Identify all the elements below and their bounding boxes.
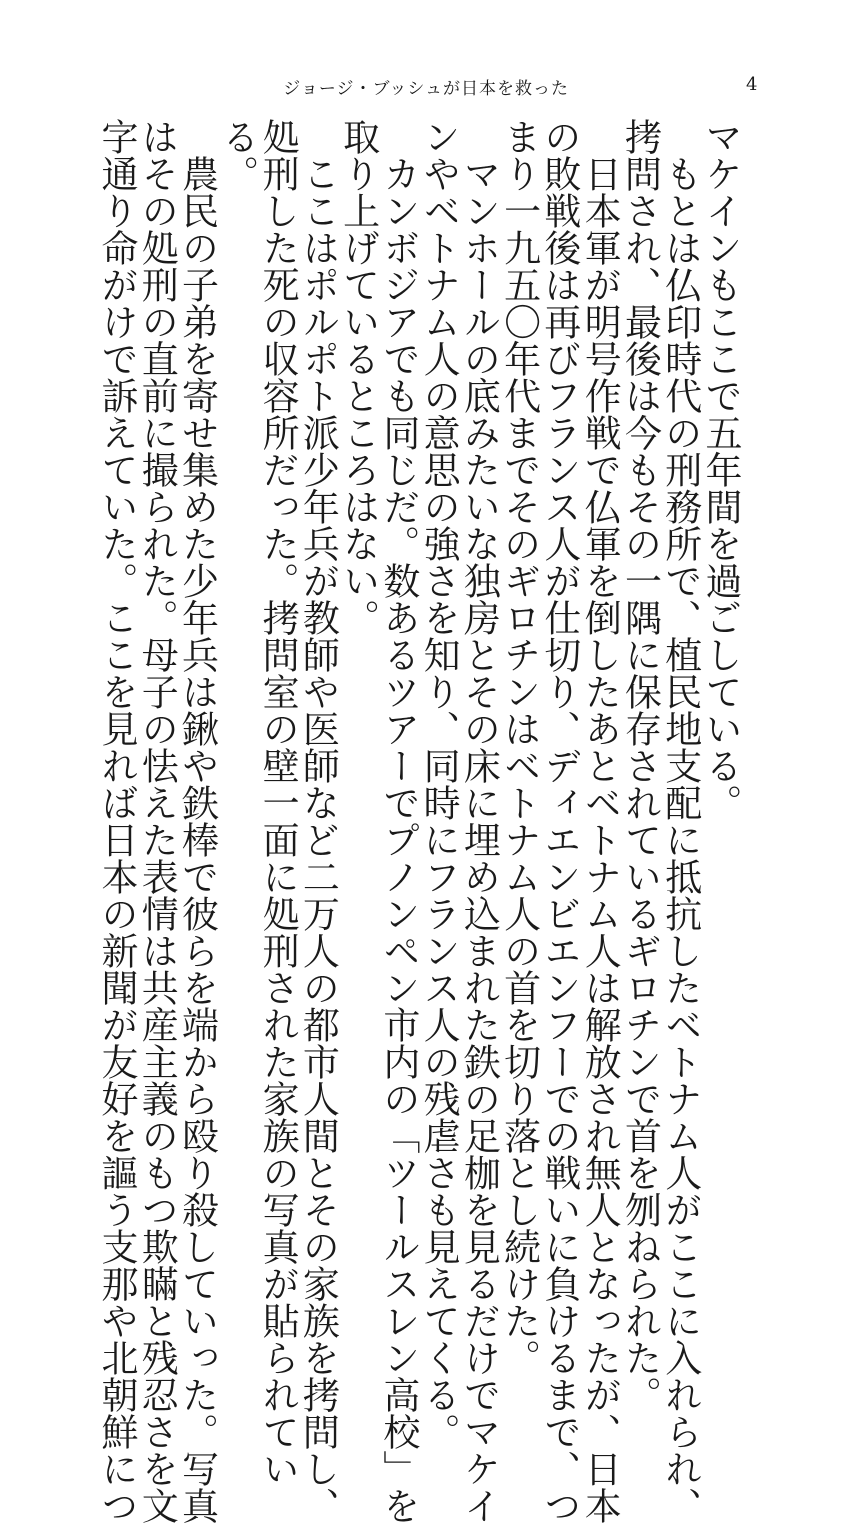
running-head: ジョージ・ブッシュが日本を救った [283, 79, 569, 99]
text-column: はその処刑の直前に撮られた。母子の怯えた表情は共産主義のもつ欺瞞と残忍さを文 [135, 118, 179, 1524]
text-column: マンホールの底みたいな独房とその床に埋め込まれた鉄の足枷を見るだけでマケイ [457, 118, 501, 1524]
page-number: 4 [746, 74, 758, 95]
text-column: 拷問され、最後は今もその一隅に保存されているギロチンで首を刎ねられた。 [618, 118, 662, 1413]
text-column: 字通り命がけで訴えていた。ここを見れば日本の新聞が友好を謳う支那や北朝鮮につ [95, 118, 138, 1524]
text-column: もとは仏印時代の刑務所で、植民地支配に抵抗したベトナム人がここに入れられ、 [658, 118, 702, 1524]
text-column: カンボジアでも同じだ。数あるツアーでプノンペン市内の「ツールスレン高校」を [376, 118, 420, 1524]
text-column: ンやベトナム人の意思の強さを知り、同時にフランス人の残虐さも見えてくる。 [417, 118, 461, 1450]
text-column: 農民の子弟を寄せ集めた少年兵は鍬や鉄棒で彼らを端から殴り殺していった。写真 [175, 118, 219, 1524]
text-column: まり一九五〇年代までそのギロチンはベトナム人の首を切り落とし続けた。 [497, 118, 541, 1376]
text-column: の敗戦後は再びフランス人が仕切り、ディエンビエンフーでの戦いに負けるまで、つ [537, 118, 581, 1524]
text-column: マケインもここで五年間を過ごしている。 [698, 118, 742, 821]
text-column: 処刑した死の収容所だった。拷問室の壁一面に処刑された家族の写真が貼られてい [256, 118, 300, 1487]
text-column: 日本軍が明号作戦で仏軍を倒したあとベトナム人は解放され無人となったが、日本 [578, 118, 622, 1524]
text-column: 取り上げているところはない。 [336, 118, 380, 636]
vertical-text-block [95, 118, 742, 1524]
text-column: る。 [215, 118, 259, 192]
text-column: ここはポルポト派少年兵が教師や医師など二万人の都市人間とその家族を拷問し、 [296, 118, 340, 1524]
